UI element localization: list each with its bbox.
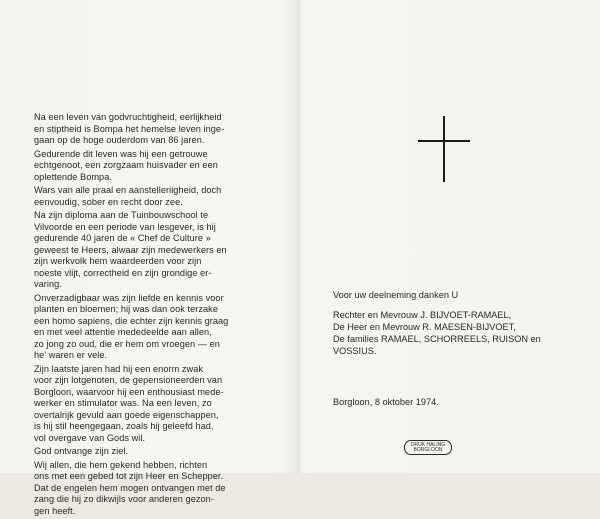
- text-line: en met veel attentie mededeelde aan allen,: [34, 327, 212, 337]
- thanks-line: Voor uw deelneming danken U: [333, 290, 459, 300]
- paragraph: [34, 446, 260, 458]
- text-line: Zijn laatste jaren had hij een enorm zwak: [34, 363, 204, 374]
- family-line: VOSSIUS.: [333, 346, 377, 356]
- text-line: gen heeft.: [34, 505, 76, 516]
- text-line: vol overgave van Gods wil.: [34, 432, 146, 443]
- printer-city: BORGLOON: [413, 447, 443, 453]
- paragraph: [34, 185, 260, 208]
- text-line: ons met een gebed tot zijn Heer en Schepper.: [34, 471, 224, 481]
- text-line: is hij stil heengegaan, zoals hij geleefd had,: [34, 421, 214, 431]
- date-line: Borgloon, 8 oktober 1974.: [333, 397, 439, 407]
- family-line: De families RAMAEL, SCHORREELS, RUISON en: [333, 334, 541, 344]
- text-line: Borgloon, waarvoor hij een enthousiast mede-: [34, 386, 224, 397]
- printer-name: DRUK HALING: [410, 441, 446, 448]
- acknowledgement: [333, 289, 593, 357]
- paragraph: [34, 210, 260, 291]
- paragraph: [34, 293, 260, 362]
- text-line: varing.: [34, 279, 62, 289]
- family-list: [333, 309, 593, 357]
- text-line: echtgenoot, een zorgzaam huisvader en een: [34, 160, 218, 170]
- text-line: noeste vlijt, correctheid en zijn grondige er-: [34, 267, 212, 278]
- family-line: Rechter en Mevrouw J. BIJVOET-RAMAEL,: [333, 310, 512, 320]
- text-line: Vilvoorde en een periode van lesgever, is hij: [34, 221, 216, 232]
- text-line: Dat de engelen hem mogen ontvangen met de: [34, 482, 226, 493]
- text-line: Na een leven van godvruchtigheid, eerlijkheid: [34, 112, 222, 122]
- text-line: Gedurende dit leven was hij een getrouwe: [34, 148, 208, 159]
- text-line: geweest te Heers, alwaar zijn medewerkers en: [34, 244, 227, 255]
- cross-horizontal-bar: [418, 140, 470, 142]
- text-line: zang die hij zo dikwijls voor anderen gezon-: [34, 494, 214, 504]
- obituary-text: [34, 112, 260, 519]
- text-line: en stiptheid is Bompa het hemelse leven inge-: [34, 123, 225, 134]
- family-line: De Heer en Mevrouw R. MAESEN-BIJVOET,: [333, 322, 516, 332]
- text-line: zijn werkvolk hem waardeerden voor zijn: [34, 256, 202, 266]
- text-line: Wars van alle praal en aanstelleriigheid, doch: [34, 185, 222, 195]
- paragraph: [34, 149, 260, 184]
- text-line: eenvoudig, sober en recht door zee.: [34, 196, 183, 207]
- paragraph: [34, 460, 260, 518]
- text-line: Onverzadigbaar was zijn liefde en kennis voor: [34, 292, 224, 303]
- text-line: God ontvange zijn ziel.: [34, 446, 129, 456]
- text-line: he' waren er vele.: [34, 350, 108, 360]
- paragraph: [34, 364, 260, 445]
- text-line: werker en stimulator was. Na een leven, zo: [34, 398, 212, 408]
- text-line: voor zijn lotgenoten, de gepensioneerden van: [34, 375, 223, 385]
- card-fold: [297, 0, 300, 473]
- text-line: Wij allen, die hem gekend hebben, richten: [34, 459, 208, 470]
- text-line: gaan op de hoge ouderdom van 86 jaren.: [34, 135, 205, 145]
- text-line: gedurende 40 jaren de « Chef de Culture »: [34, 233, 211, 243]
- printer-stamp: [404, 440, 452, 455]
- text-line: overtalrijk gevuld aan goede eigenschappen,: [34, 409, 219, 420]
- cross-vertical-bar: [443, 116, 445, 182]
- text-line: zo jong zo oud, die er hem om vroegen — en: [34, 338, 220, 349]
- text-line: oplettende Bompa.: [34, 171, 112, 182]
- cross-icon: [418, 116, 470, 182]
- text-line: planten en bloemen; hij was dan ook terzake: [34, 304, 218, 314]
- paragraph: [34, 112, 260, 147]
- text-line: Na zijn diploma aan de Tuinbouwschool te: [34, 210, 209, 220]
- text-line: een homo sapiens, die echter zijn kennis graag: [34, 315, 229, 326]
